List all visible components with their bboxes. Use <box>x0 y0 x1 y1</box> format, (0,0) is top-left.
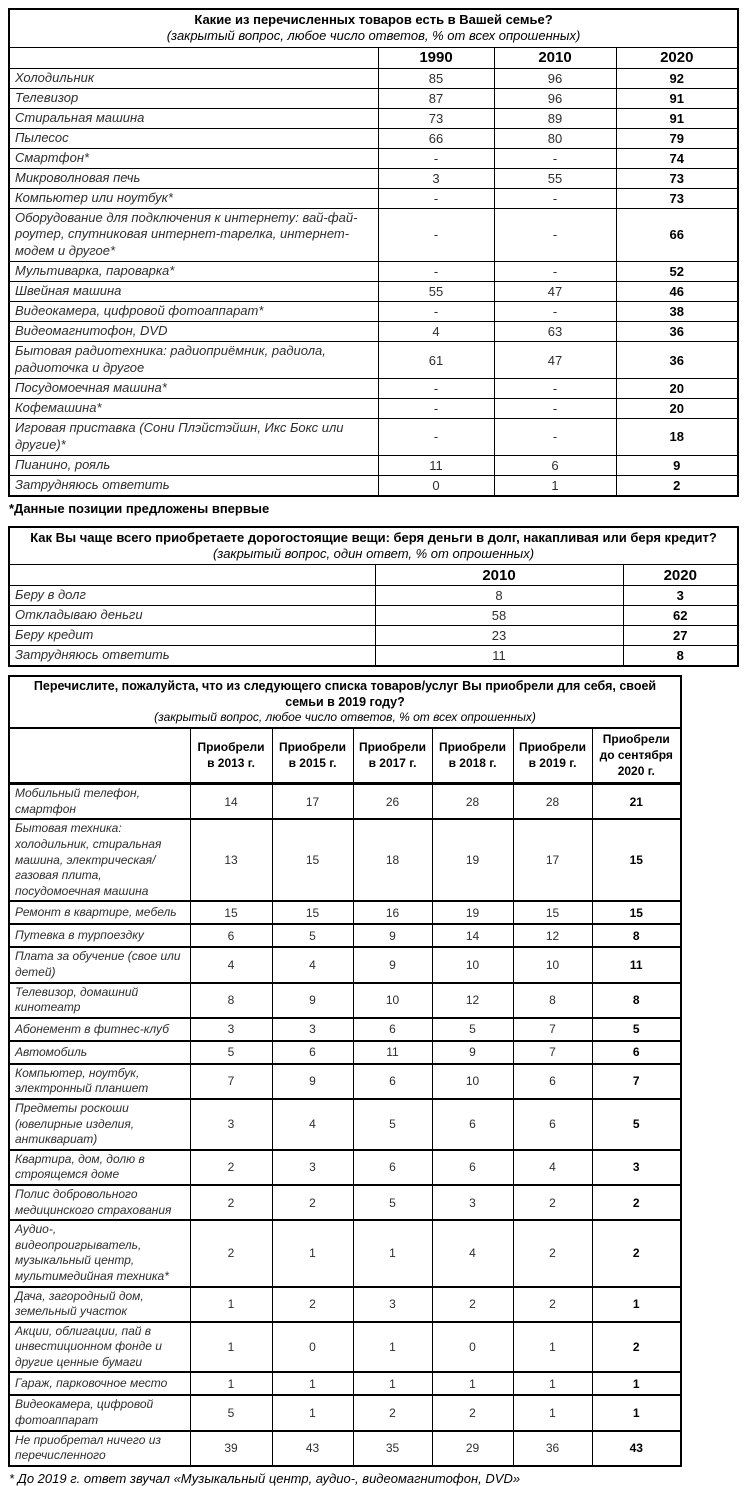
value-cell: 92 <box>616 68 738 88</box>
value-cell: 7 <box>513 1018 592 1041</box>
column-header: 2020 <box>616 47 738 68</box>
row-label: Видеомагнитофон, DVD <box>9 322 378 342</box>
value-cell: 43 <box>272 1431 353 1466</box>
table-purchases-by-year <box>8 675 682 1467</box>
value-cell: 55 <box>378 282 494 302</box>
value-cell: - <box>494 262 616 282</box>
table1-title-cell <box>9 9 738 47</box>
value-cell: 2 <box>272 1287 353 1322</box>
table-row <box>9 1064 681 1099</box>
row-label: Беру в долг <box>9 586 375 606</box>
value-cell: 3 <box>623 586 738 606</box>
value-cell: 39 <box>190 1431 272 1466</box>
value-cell: - <box>378 418 494 455</box>
column-header: 1990 <box>378 47 494 68</box>
value-cell: 8 <box>623 646 738 667</box>
value-cell: 1 <box>190 1322 272 1373</box>
value-cell: 5 <box>592 1099 681 1150</box>
value-cell: 2 <box>432 1287 513 1322</box>
value-cell: 1 <box>592 1372 681 1395</box>
value-cell: 47 <box>494 282 616 302</box>
value-cell: 36 <box>616 322 738 342</box>
column-header: Приобрели в 2015 г. <box>272 728 353 783</box>
value-cell: 8 <box>592 983 681 1018</box>
table-row <box>9 819 681 901</box>
table1-body <box>9 68 738 496</box>
value-cell: 1 <box>513 1372 592 1395</box>
value-cell: 5 <box>190 1395 272 1430</box>
value-cell: 8 <box>190 983 272 1018</box>
value-cell: 79 <box>616 128 738 148</box>
value-cell: 6 <box>432 1099 513 1150</box>
row-label: Видеокамера, цифровой фотоаппарат <box>9 1395 190 1430</box>
row-label: Кофемашина* <box>9 398 378 418</box>
value-cell: 15 <box>272 901 353 924</box>
table1-corner-cell <box>9 47 378 68</box>
value-cell: 29 <box>432 1431 513 1466</box>
value-cell: 6 <box>272 1041 353 1064</box>
value-cell: 15 <box>272 819 353 901</box>
value-cell: 15 <box>513 901 592 924</box>
value-cell: - <box>378 148 494 168</box>
table-row <box>9 1041 681 1064</box>
column-header: 2010 <box>494 47 616 68</box>
row-label: Микроволновая печь <box>9 168 378 188</box>
value-cell: 7 <box>513 1041 592 1064</box>
column-header: Приобрели в 2017 г. <box>353 728 432 783</box>
table-row <box>9 398 738 418</box>
value-cell: 2 <box>432 1395 513 1430</box>
value-cell: 2 <box>513 1185 592 1220</box>
table2-header-row <box>9 565 738 586</box>
value-cell: 1 <box>272 1220 353 1286</box>
value-cell: 5 <box>353 1185 432 1220</box>
value-cell: 7 <box>592 1064 681 1099</box>
row-label: Гараж, парковочное место <box>9 1372 190 1395</box>
column-header: Приобрели до сентября 2020 г. <box>592 728 681 783</box>
value-cell: 2 <box>190 1220 272 1286</box>
value-cell: 6 <box>494 455 616 475</box>
value-cell: 11 <box>378 455 494 475</box>
table-row <box>9 1220 681 1286</box>
table-row <box>9 188 738 208</box>
value-cell: 1 <box>190 1372 272 1395</box>
value-cell: 10 <box>513 947 592 982</box>
table-row <box>9 1018 681 1041</box>
table-purchase-method <box>8 526 739 668</box>
value-cell: 8 <box>375 586 623 606</box>
column-header: Приобрели в 2018 г. <box>432 728 513 783</box>
row-label: Откладываю деньги <box>9 606 375 626</box>
value-cell: 5 <box>272 924 353 947</box>
value-cell: 1 <box>272 1372 353 1395</box>
table-row <box>9 208 738 262</box>
table-row <box>9 947 681 982</box>
value-cell: 7 <box>190 1064 272 1099</box>
column-header: 2020 <box>623 565 738 586</box>
value-cell: 6 <box>190 924 272 947</box>
table-row <box>9 342 738 379</box>
column-header: Приобрели в 2019 г. <box>513 728 592 783</box>
value-cell: 0 <box>378 475 494 496</box>
value-cell: 2 <box>592 1220 681 1286</box>
value-cell: 20 <box>616 398 738 418</box>
value-cell: 66 <box>616 208 738 262</box>
row-label: Путевка в турпоездку <box>9 924 190 947</box>
value-cell: 0 <box>272 1322 353 1373</box>
value-cell: - <box>378 262 494 282</box>
value-cell: 3 <box>592 1150 681 1185</box>
value-cell: - <box>378 398 494 418</box>
value-cell: 58 <box>375 606 623 626</box>
value-cell: 16 <box>353 901 432 924</box>
value-cell: 2 <box>353 1395 432 1430</box>
table-row <box>9 168 738 188</box>
table1-title-row <box>9 9 738 47</box>
value-cell: 9 <box>616 455 738 475</box>
value-cell: 3 <box>190 1099 272 1150</box>
row-label: Бытовая техника: холодильник, стиральная машина, электрическая/газовая плита, посудомоечная машина <box>9 819 190 901</box>
value-cell: 47 <box>494 342 616 379</box>
value-cell: 28 <box>432 784 513 820</box>
value-cell: 15 <box>592 819 681 901</box>
row-label: Компьютер или ноутбук* <box>9 188 378 208</box>
value-cell: 4 <box>272 947 353 982</box>
value-cell: 21 <box>592 784 681 820</box>
row-label: Плата за обучение (свое или детей) <box>9 947 190 982</box>
value-cell: 63 <box>494 322 616 342</box>
value-cell: 2 <box>190 1185 272 1220</box>
value-cell: 73 <box>616 188 738 208</box>
value-cell: 4 <box>513 1150 592 1185</box>
value-cell: 2 <box>513 1287 592 1322</box>
value-cell: 18 <box>353 819 432 901</box>
value-cell: 9 <box>353 947 432 982</box>
table3-corner-cell <box>9 728 190 783</box>
value-cell: 91 <box>616 108 738 128</box>
value-cell: 89 <box>494 108 616 128</box>
value-cell: 11 <box>375 646 623 667</box>
value-cell: 5 <box>432 1018 513 1041</box>
value-cell: 0 <box>432 1322 513 1373</box>
value-cell: - <box>494 302 616 322</box>
value-cell: 55 <box>494 168 616 188</box>
table-row <box>9 983 681 1018</box>
table-row <box>9 108 738 128</box>
value-cell: 73 <box>378 108 494 128</box>
table-row <box>9 1287 681 1322</box>
table2-title-row <box>9 527 738 565</box>
value-cell: 3 <box>190 1018 272 1041</box>
value-cell: 1 <box>353 1322 432 1373</box>
value-cell: 3 <box>378 168 494 188</box>
row-label: Полис добровольного медицинского страхования <box>9 1185 190 1220</box>
value-cell: 17 <box>272 784 353 820</box>
value-cell: 4 <box>190 947 272 982</box>
table2-body <box>9 586 738 667</box>
table-row <box>9 322 738 342</box>
value-cell: 4 <box>272 1099 353 1150</box>
value-cell: 2 <box>272 1185 353 1220</box>
row-label: Телевизор <box>9 88 378 108</box>
table-row <box>9 924 681 947</box>
row-label: Предметы роскоши (ювелирные изделия, антиквариат) <box>9 1099 190 1150</box>
row-label: Дача, загородный дом, земельный участок <box>9 1287 190 1322</box>
row-label: Швейная машина <box>9 282 378 302</box>
value-cell: 2 <box>616 475 738 496</box>
value-cell: 10 <box>432 1064 513 1099</box>
value-cell: 74 <box>616 148 738 168</box>
value-cell: - <box>378 208 494 262</box>
value-cell: - <box>378 188 494 208</box>
value-cell: 6 <box>513 1099 592 1150</box>
value-cell: 1 <box>592 1395 681 1430</box>
value-cell: 73 <box>616 168 738 188</box>
table-row <box>9 88 738 108</box>
table-row <box>9 1395 681 1430</box>
value-cell: 5 <box>592 1018 681 1041</box>
column-header: Приобрели в 2013 г. <box>190 728 272 783</box>
value-cell: 10 <box>353 983 432 1018</box>
row-label: Акции, облигации, пай в инвестиционном фонде и другие ценные бумаги <box>9 1322 190 1373</box>
value-cell: 96 <box>494 68 616 88</box>
value-cell: 1 <box>272 1395 353 1430</box>
value-cell: 2 <box>592 1322 681 1373</box>
table-row <box>9 262 738 282</box>
value-cell: 10 <box>432 947 513 982</box>
value-cell: 46 <box>616 282 738 302</box>
value-cell: 26 <box>353 784 432 820</box>
value-cell: 87 <box>378 88 494 108</box>
value-cell: 15 <box>592 901 681 924</box>
table3-title-cell <box>9 676 681 728</box>
value-cell: 28 <box>513 784 592 820</box>
value-cell: 8 <box>513 983 592 1018</box>
table-row <box>9 302 738 322</box>
table-row <box>9 1372 681 1395</box>
table3-subtitle: (закрытый вопрос, любое число ответов, % от всех опрошенных) <box>154 710 536 725</box>
value-cell: 6 <box>353 1150 432 1185</box>
value-cell: 11 <box>353 1041 432 1064</box>
value-cell: 27 <box>623 626 738 646</box>
value-cell: 3 <box>353 1287 432 1322</box>
table-row <box>9 1099 681 1150</box>
table-row <box>9 148 738 168</box>
value-cell: 1 <box>190 1287 272 1322</box>
table-row <box>9 784 681 820</box>
value-cell: 8 <box>592 924 681 947</box>
table-row <box>9 282 738 302</box>
table-row <box>9 606 738 626</box>
table1-header-row <box>9 47 738 68</box>
value-cell: 1 <box>353 1220 432 1286</box>
value-cell: 2 <box>592 1185 681 1220</box>
table-row <box>9 1150 681 1185</box>
value-cell: 6 <box>432 1150 513 1185</box>
value-cell: 23 <box>375 626 623 646</box>
table2-subtitle: (закрытый вопрос, один ответ, % от опрошенных) <box>212 545 535 561</box>
value-cell: 12 <box>513 924 592 947</box>
table2-title-cell <box>9 527 738 565</box>
value-cell: 1 <box>353 1372 432 1395</box>
column-header: 2010 <box>375 565 623 586</box>
value-cell: 38 <box>616 302 738 322</box>
row-label: Телевизор, домашний кинотеатр <box>9 983 190 1018</box>
value-cell: 9 <box>432 1041 513 1064</box>
table-goods-owned <box>8 8 739 497</box>
row-label: Беру кредит <box>9 626 375 646</box>
value-cell: 4 <box>378 322 494 342</box>
table1-subtitle: (закрытый вопрос, любое число ответов, % от всех опрошенных) <box>166 28 581 44</box>
value-cell: - <box>378 378 494 398</box>
row-label: Стиральная машина <box>9 108 378 128</box>
row-label: Не приобретал ничего из перечисленного <box>9 1431 190 1466</box>
value-cell: 35 <box>353 1431 432 1466</box>
value-cell: 52 <box>616 262 738 282</box>
row-label: Видеокамера, цифровой фотоаппарат* <box>9 302 378 322</box>
value-cell: 91 <box>616 88 738 108</box>
table-row <box>9 626 738 646</box>
value-cell: - <box>494 188 616 208</box>
value-cell: 62 <box>623 606 738 626</box>
value-cell: 18 <box>616 418 738 455</box>
value-cell: 5 <box>190 1041 272 1064</box>
row-label: Пылесос <box>9 128 378 148</box>
value-cell: 1 <box>592 1287 681 1322</box>
value-cell: 61 <box>378 342 494 379</box>
value-cell: 20 <box>616 378 738 398</box>
table3-body <box>9 784 681 1466</box>
value-cell: - <box>494 148 616 168</box>
value-cell: 9 <box>272 1064 353 1099</box>
row-label: Ремонт в квартире, мебель <box>9 901 190 924</box>
table3-title: Перечислите, пожалуйста, что из следующего списка товаров/услуг Вы приобрели для себя, своей семьи в 2019 году? <box>33 679 657 709</box>
value-cell: 19 <box>432 819 513 901</box>
value-cell: - <box>494 398 616 418</box>
value-cell: 43 <box>592 1431 681 1466</box>
value-cell: 4 <box>432 1220 513 1286</box>
value-cell: 1 <box>494 475 616 496</box>
value-cell: 14 <box>432 924 513 947</box>
row-label: Оборудование для подключения к интернету: вай-фай-роутер, спутниковая интернет-тарелка, интернет-модем и другое* <box>9 208 378 262</box>
value-cell: 3 <box>272 1018 353 1041</box>
value-cell: 9 <box>272 983 353 1018</box>
table-row <box>9 418 738 455</box>
value-cell: 3 <box>272 1150 353 1185</box>
table-row <box>9 128 738 148</box>
row-label: Мультиварка, пароварка* <box>9 262 378 282</box>
table-row <box>9 1185 681 1220</box>
table-row <box>9 378 738 398</box>
table3-header-row <box>9 728 681 783</box>
table3-title-row <box>9 676 681 728</box>
value-cell: 11 <box>592 947 681 982</box>
value-cell: 66 <box>378 128 494 148</box>
row-label: Мобильный телефон, смартфон <box>9 784 190 820</box>
value-cell: 5 <box>353 1099 432 1150</box>
table-row <box>9 646 738 667</box>
row-label: Посудомоечная машина* <box>9 378 378 398</box>
row-label: Компьютер, ноутбук, электронный планшет <box>9 1064 190 1099</box>
value-cell: 1 <box>513 1395 592 1430</box>
row-label: Затрудняюсь ответить <box>9 475 378 496</box>
row-label: Абонемент в фитнес-клуб <box>9 1018 190 1041</box>
value-cell: 36 <box>513 1431 592 1466</box>
table1-footnote: *Данные позиции предложены впервые <box>9 500 270 516</box>
value-cell: 13 <box>190 819 272 901</box>
table-row <box>9 68 738 88</box>
row-label: Автомобиль <box>9 1041 190 1064</box>
value-cell: 36 <box>616 342 738 379</box>
row-label: Холодильник <box>9 68 378 88</box>
table2-title: Как Вы чаще всего приобретаете дорогостоящие вещи: беря деньги в долг, накапливая или беря кредит? <box>30 529 717 545</box>
value-cell: 6 <box>353 1018 432 1041</box>
row-label: Квартира, дом, долю в строящемся доме <box>9 1150 190 1185</box>
table-row <box>9 901 681 924</box>
value-cell: 3 <box>432 1185 513 1220</box>
value-cell: 19 <box>432 901 513 924</box>
table-row <box>9 586 738 606</box>
row-label: Затрудняюсь ответить <box>9 646 375 667</box>
table-row <box>9 455 738 475</box>
value-cell: 9 <box>353 924 432 947</box>
row-label: Смартфон* <box>9 148 378 168</box>
table-row <box>9 475 738 496</box>
value-cell: 85 <box>378 68 494 88</box>
row-label: Игровая приставка (Сони Плэйстэйшн, Икс Бокс или другие)* <box>9 418 378 455</box>
value-cell: 6 <box>513 1064 592 1099</box>
table-row <box>9 1322 681 1373</box>
value-cell: 15 <box>190 901 272 924</box>
value-cell: 2 <box>190 1150 272 1185</box>
table3-footnote: * До 2019 г. ответ звучал «Музыкальный центр, аудио-, видеомагнитофон, DVD» <box>9 1470 521 1486</box>
value-cell: 14 <box>190 784 272 820</box>
value-cell: 17 <box>513 819 592 901</box>
value-cell: 1 <box>432 1372 513 1395</box>
value-cell: 80 <box>494 128 616 148</box>
value-cell: - <box>494 378 616 398</box>
row-label: Бытовая радиотехника: радиоприёмник, радиола, радиоточка и другое <box>9 342 378 379</box>
row-label: Пианино, рояль <box>9 455 378 475</box>
table2-corner-cell <box>9 565 375 586</box>
value-cell: - <box>494 208 616 262</box>
table1-title: Какие из перечисленных товаров есть в Вашей семье? <box>194 12 553 27</box>
value-cell: 96 <box>494 88 616 108</box>
value-cell: - <box>494 418 616 455</box>
row-label: Аудио-, видеопроигрыватель, музыкальный центр, мультимедийная техника* <box>9 1220 190 1286</box>
value-cell: - <box>378 302 494 322</box>
value-cell: 2 <box>513 1220 592 1286</box>
value-cell: 6 <box>353 1064 432 1099</box>
value-cell: 12 <box>432 983 513 1018</box>
value-cell: 1 <box>513 1322 592 1373</box>
table-row <box>9 1431 681 1466</box>
value-cell: 6 <box>592 1041 681 1064</box>
